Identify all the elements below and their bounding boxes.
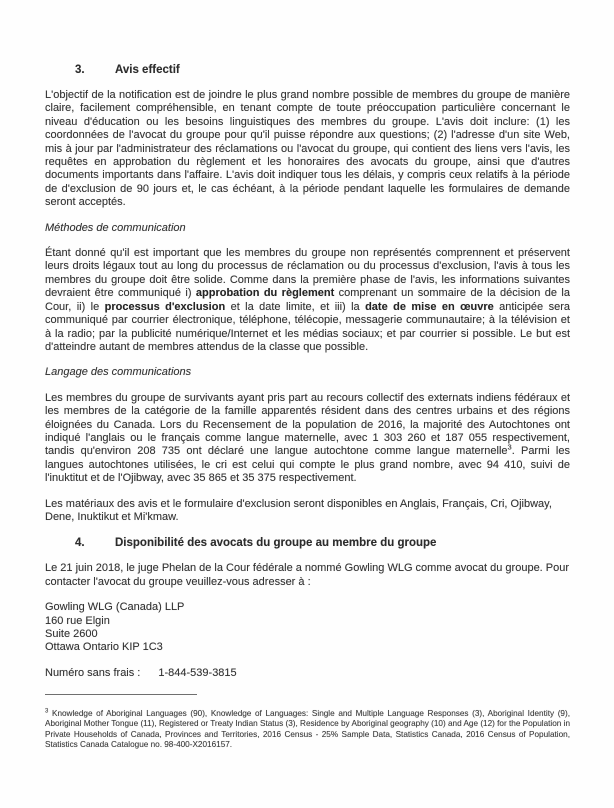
section-heading-3 [45,63,570,77]
address-line-city: Ottawa Ontario KIP 1C3 [45,641,163,654]
subheading-methodes-communication: Méthodes de communication [45,221,186,234]
footnote-text [45,709,570,751]
tollfree-label: Numéro sans frais : [45,666,141,679]
paragraph-notification-objective: L'objectif de la notification est de joindre le plus grand nombre possible de membres du groupe de manière claire, facilement compréhensible, en tenant compte de toute préoccupation particulière concernant le niveau d'éducation ou les besoins linguistiques des membres du groupe. L'avis doit inclure: (1) les coordonnées de l'avocat du groupe pour qu'il puisse répondre aux questions; (2) l'adresse d'un site Web, mis à jour par l'administrateur des réclamations ou l'avocat du groupe, qui contient des liens vers l'avis, les requêtes en approbation du règlement et les honoraires des avocats du groupe, ainsi que d'autres documents importants dans l'affaire. L'avis doit indiquer tous les délais, y compris ceux relatifs à la période de d'exclusion de 90 jours et, le cas échéant, à la période pendant laquelle les formulaires de demande seront acceptés. [45,89,570,209]
footnote-divider [45,694,197,695]
tollfree-number: 1-844-539-3815 [158,666,237,679]
section-number: 3. [75,64,85,76]
paragraph-avocat-nomination: Le 21 juin 2018, le juge Phelan de la Cour fédérale a nommé Gowling WLG comme avocat du groupe. Pour contacter l'avocat du groupe veuillez-vous adresser à : [45,562,570,588]
footnote-area [45,694,570,751]
bold-date-mise-en-oeuvre: date de mise en œuvre [365,300,494,313]
address-block [45,601,570,655]
bold-approbation-reglement: approbation du règlement [195,287,335,300]
section-title: Disponibilité des avocats du groupe au membre du groupe [115,537,437,550]
footnote-body: Knowledge of Aboriginal Languages (90), Knowledge of Languages: Single and Multiple Language Responses (3), Aboriginal Identity (9), Aboriginal Mother Tongue (11), Registered or Treaty Indian Status (3), Residence by Aboriginal geography (10) and Age (12) for the Population in Private Households of Canada, Provinces and Territories, 2016 Census - 25% Sample Data, Statistics Canada, 2016 Census of Population, Statistics Canada Catalogue no. 98-400-X2016157. [45,709,570,750]
section-title: Avis effectif [115,64,180,76]
text-run: et la date limite, et iii) la [225,300,366,313]
section-heading-4 [45,536,570,550]
footnote-reference-3: 3 [507,442,512,452]
paragraph-materiaux-avis: Les matériaux des avis et le formulaire d'exclusion seront disponibles en Anglais, Français, Cri, Ojibway, Dene, Inuktikut et Mi'kmaw. [45,497,552,523]
bold-processus-exclusion: processus d'exclusion [104,300,226,313]
text-run: . Parmi les langues autochtones utilisées, le cri est celui qui compte le plus grand nombre, avec 94 410, suivi de l'inuktitut et de l'Ojibway, avec 35 865 et 35 375 respectivement. [45,445,570,485]
footnote-marker: 3 [45,708,49,715]
address-line-street: 160 rue Elgin [45,614,110,627]
section-number: 4. [75,537,85,550]
address-line-firm: Gowling WLG (Canada) LLP [45,601,185,614]
text-run: comprenant un sommaire de la décision de la Cour, ii) le [45,287,570,313]
paragraph-methodes-communication [45,247,570,354]
subheading-langage-communications: Langage des communications [45,366,192,379]
text-run: anticipée sera communiqué par courrier électronique, téléphone, télécopie, messagerie communautaire; à la télévision et à la radio; par la publicité numérique/Internet et les médias sociaux; et par courrier si possible. Le but est d'atteindre autant de membres attendus de la classe que possible. [45,300,570,353]
address-line-suite: Suite 2600 [45,628,98,640]
paragraph-langage-communications [45,392,570,486]
tollfree-row [45,667,570,680]
text-run: Étant donné qu'il est important que les membres du groupe non représentés comprennent et préservent leurs droits légaux tout au long du processus de réclamation ou du processus d'exclusion, l'avis à tous les membres du groupe doit être solide. Comme dans la première phase de l'avis, les informations suivantes devraient être communiqué i) [45,247,570,300]
text-run: Les membres du groupe de survivants ayant pris part au recours collectif des externats indiens fédéraux et les membres de la catégorie de la famille apparentés résident dans des centres urbains et des régions éloignées du Canada. Lors du Recensement de la population de 2016, la majorité des Autochtones ont indiqué l'anglais ou le français comme langue maternelle, avec 1 303 260 et 187 055 respectivement, tandis qu'environ 208 735 ont déclaré une langue autochtone comme langue maternelle [45,391,570,458]
